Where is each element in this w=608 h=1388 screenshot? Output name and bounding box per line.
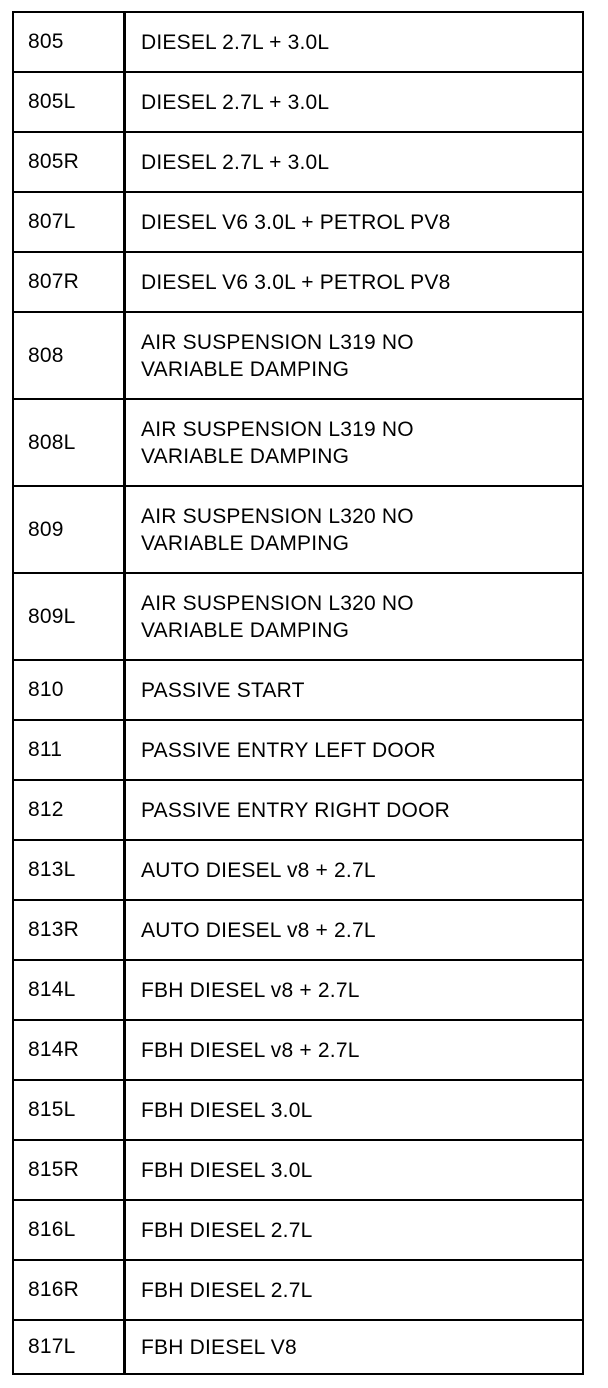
table-row — [14, 1141, 582, 1201]
fuse-description: AIR SUSPENSION L319 NO VARIABLE DAMPING — [141, 330, 414, 381]
fuse-code: 805R — [14, 133, 126, 191]
table-row — [14, 721, 582, 781]
table-row — [14, 661, 582, 721]
table-row — [14, 841, 582, 901]
fuse-description: AIR SUSPENSION L320 NO VARIABLE DAMPING — [141, 591, 414, 642]
table-row — [14, 1201, 582, 1261]
table-row — [14, 400, 582, 487]
fuse-code: 805L — [14, 73, 126, 131]
fuse-description: DIESEL 2.7L + 3.0L — [141, 30, 330, 54]
fuse-code: 814R — [14, 1021, 126, 1079]
fuse-code: 811 — [14, 721, 126, 779]
table-row — [14, 1081, 582, 1141]
fuse-description: DIESEL 2.7L + 3.0L — [141, 90, 330, 114]
table-row — [14, 1021, 582, 1081]
fuse-description: AUTO DIESEL v8 + 2.7L — [141, 918, 376, 942]
table-row — [14, 901, 582, 961]
fuse-code: 813R — [14, 901, 126, 959]
fuse-code: 815R — [14, 1141, 126, 1199]
fuse-description: AUTO DIESEL v8 + 2.7L — [141, 858, 376, 882]
fuse-description: AIR SUSPENSION L319 NO VARIABLE DAMPING — [141, 417, 414, 468]
fuse-description: FBH DIESEL 2.7L — [141, 1218, 313, 1242]
fuse-code: 817L — [14, 1321, 126, 1373]
table-row — [14, 781, 582, 841]
fuse-code: 810 — [14, 661, 126, 719]
fuse-description: DIESEL 2.7L + 3.0L — [141, 150, 330, 174]
table-row — [14, 193, 582, 253]
table-row — [14, 313, 582, 400]
fuse-description: FBH DIESEL v8 + 2.7L — [141, 978, 360, 1002]
fuse-code: 808L — [14, 400, 126, 485]
table-row — [14, 574, 582, 661]
table-row — [14, 1321, 582, 1373]
table-row — [14, 133, 582, 193]
fuse-code: 813L — [14, 841, 126, 899]
fuse-description: FBH DIESEL V8 — [141, 1335, 297, 1359]
fuse-description: FBH DIESEL 3.0L — [141, 1158, 313, 1182]
table-row — [14, 487, 582, 574]
fuse-table — [12, 11, 584, 1375]
table-row — [14, 961, 582, 1021]
fuse-description: DIESEL V6 3.0L + PETROL PV8 — [141, 270, 451, 294]
fuse-code: 807R — [14, 253, 126, 311]
fuse-description: FBH DIESEL 2.7L — [141, 1278, 313, 1302]
table-row — [14, 13, 582, 73]
fuse-description: PASSIVE START — [141, 678, 305, 702]
fuse-description: AIR SUSPENSION L320 NO VARIABLE DAMPING — [141, 504, 414, 555]
fuse-code: 814L — [14, 961, 126, 1019]
fuse-code: 805 — [14, 13, 126, 71]
fuse-code: 808 — [14, 313, 126, 398]
fuse-code: 809L — [14, 574, 126, 659]
table-row — [14, 1261, 582, 1321]
fuse-description: PASSIVE ENTRY RIGHT DOOR — [141, 798, 450, 822]
fuse-code: 809 — [14, 487, 126, 572]
fuse-code: 816L — [14, 1201, 126, 1259]
fuse-code: 815L — [14, 1081, 126, 1139]
fuse-description: PASSIVE ENTRY LEFT DOOR — [141, 738, 436, 762]
table-row — [14, 253, 582, 313]
fuse-code: 812 — [14, 781, 126, 839]
fuse-description: FBH DIESEL 3.0L — [141, 1098, 313, 1122]
fuse-code: 807L — [14, 193, 126, 251]
fuse-description: FBH DIESEL v8 + 2.7L — [141, 1038, 360, 1062]
table-row — [14, 73, 582, 133]
fuse-description: DIESEL V6 3.0L + PETROL PV8 — [141, 210, 451, 234]
fuse-code: 816R — [14, 1261, 126, 1319]
